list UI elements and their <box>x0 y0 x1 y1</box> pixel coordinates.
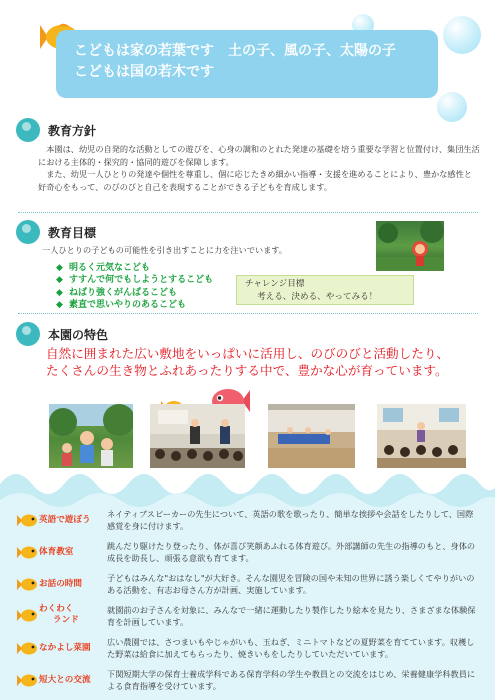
goal-item: ◆ 明るく元気なこども <box>56 262 151 273</box>
activity-name: 体育教室 <box>39 547 74 557</box>
policy-paragraph-2: また、幼児一人ひとりの発達や個性を尊重し、個に応じたきめ細かい指導・支援を進めることにより、豊かな感性と好奇心をもって、のびのびと自己を表現することができる子どもを育成します。 <box>38 169 472 192</box>
fish-icon <box>16 545 38 560</box>
fish-icon <box>16 608 38 623</box>
goal-item: ◆ ねばり強くがんばるこども <box>56 287 178 298</box>
section-bullet-icon <box>16 322 40 346</box>
bubble-decoration <box>443 16 481 54</box>
activity-description: 子どもはみんな"おはなし"が大好き。そんな園児を冒険の国や未知の世界に誘う楽しくてやりがいのある活動を、有志お母さん方が計画、実施しています。 <box>107 573 475 596</box>
fish-icon <box>16 641 38 656</box>
challenge-box <box>236 275 414 305</box>
policy-section <box>16 118 480 193</box>
activity-name: お話の時間 <box>39 579 82 589</box>
goals-intro: 一人ひとりの子どもの可能性を引き出すことに力を注いでいます。 <box>42 245 287 255</box>
section-bullet-icon <box>16 118 40 142</box>
section-divider <box>18 212 478 213</box>
activity-description: 広い農園では、さつまいもやじゃがいも、玉ねぎ、ミニトマトなどの夏野菜を育てています。収穫した野菜は給食に加えてもらったり、焼きいもをしたりしていただいています。 <box>107 637 475 660</box>
challenge-text: 考える、決める、やってみる！ <box>257 291 378 302</box>
activity-photo-gym <box>268 404 355 468</box>
activity-name: わくわく ランド <box>39 604 79 625</box>
activity-photo-classroom <box>377 404 466 468</box>
section-bullet-icon <box>16 220 40 244</box>
activity-name: 英語で遊ぼう <box>39 515 91 525</box>
activity-photo-outdoor <box>49 404 133 468</box>
challenge-title: チャレンジ目標 <box>245 279 305 289</box>
section-divider <box>18 313 478 314</box>
goals-title: 教育目標 <box>48 225 97 240</box>
header-line-2: こどもは国の若木です <box>74 64 214 80</box>
header-line-1: こどもは家の若葉です 土の子、風の子、太陽の子 <box>74 43 396 59</box>
fish-icon <box>16 513 38 528</box>
features-description: 自然に囲まれた広い敷地をいっぱいに活用し、のびのびと活動したり、 たくさんの生き物とふれあったりする中で、豊かな心が育っています。 <box>46 346 449 378</box>
activity-description: 下関短期大学の保育士養成学科である保育学科の学生や教員との交流をはじめ、栄養健康学科教員による食育指導を受けています。 <box>107 669 476 692</box>
header-banner <box>56 30 438 98</box>
activity-description: 跳んだり駆けたり登ったり、体が喜び笑顔あふれる体育遊び。外部講師の先生の指導のもと、身体の成長を助長し、頑張る意欲も育てます。 <box>107 541 476 564</box>
fish-icon <box>16 577 38 592</box>
activity-photo-stage <box>150 404 245 468</box>
features-section <box>16 322 480 346</box>
fish-icon <box>16 673 38 688</box>
garden-photo <box>376 221 444 271</box>
goal-item: ◆ すすんで何でもしようとするこども <box>56 275 214 285</box>
features-title: 本園の特色 <box>48 327 109 342</box>
goal-item: ◆ 素直で思いやりのあるこども <box>56 300 187 310</box>
policy-title: 教育方針 <box>48 123 97 138</box>
activity-description: 就園前のお子さんを対象に、みんなで一緒に運動したり製作したり絵本を見たり、さまざまな体験保育を計画しています。 <box>107 605 476 628</box>
activity-description: ネイティブスピーカーの先生について、英語の歌を歌ったり、簡単な挨拶や会話をしたりして、国際感覚を身に付けます。 <box>107 509 474 532</box>
activity-name: 短大との交流 <box>39 675 91 685</box>
policy-paragraph-1: 本園は、幼児の自発的な活動としての遊びを、心身の調和のとれた発達の基礎を培う重要な学習と位置付け、集団生活における主体的・探究的・協同的遊びを保障します。 <box>38 144 480 167</box>
activity-name: なかよし菜園 <box>39 643 91 653</box>
